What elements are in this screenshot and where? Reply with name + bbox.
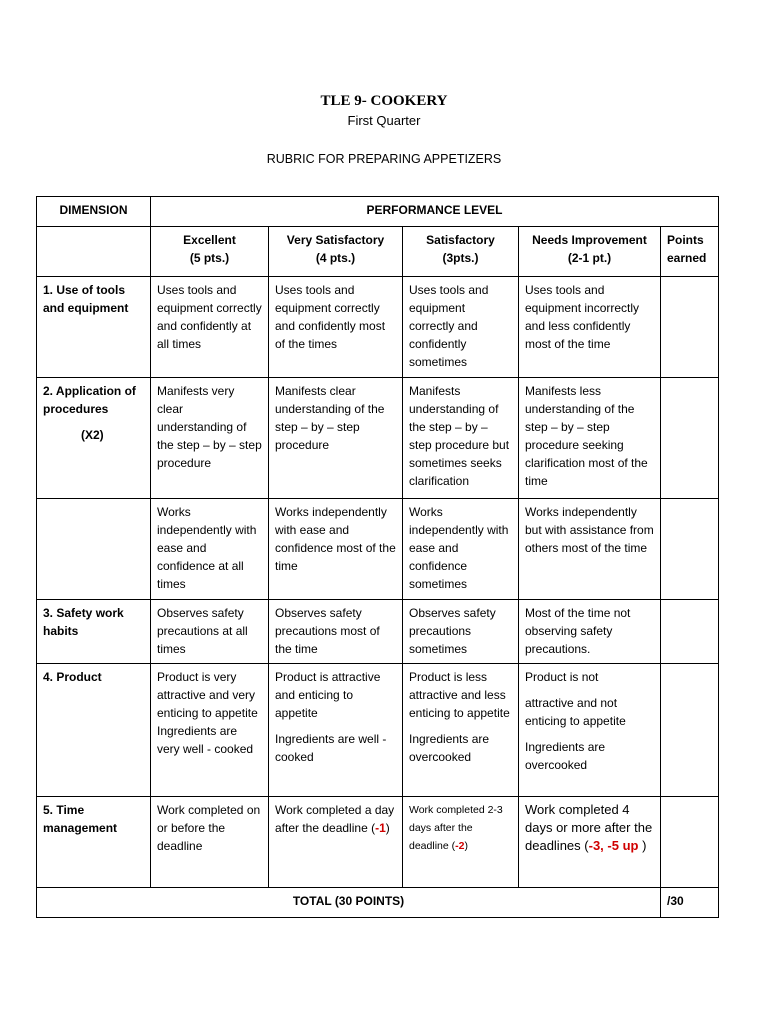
criteria-cell: Work completed on or before the deadline xyxy=(151,797,269,888)
points-cell xyxy=(661,378,719,499)
table-row xyxy=(37,797,719,888)
dimension-cell xyxy=(37,499,151,600)
dimension-cell: 3. Safety work habits xyxy=(37,600,151,664)
criteria-cell: Most of the time not observing safety precautions. xyxy=(519,600,661,664)
criteria-cell: Uses tools and equipment correctly and confidently at all times xyxy=(151,277,269,378)
rubric-table xyxy=(36,196,719,918)
rubric-title: RUBRIC FOR PREPARING APPETIZERS xyxy=(266,152,502,166)
total-label: TOTAL (30 POINTS) xyxy=(37,888,661,918)
criteria-cell: Observes safety precautions most of the time xyxy=(269,600,403,664)
dimension-cell: 5. Time management xyxy=(37,797,151,888)
criteria-cell: Works independently with ease and confidence at all times xyxy=(151,499,269,600)
points-cell xyxy=(661,277,719,378)
penalty-value: -1 xyxy=(375,821,386,835)
header-row xyxy=(37,197,719,227)
points-earned-header: Points earned xyxy=(661,227,719,277)
criteria-cell: Observes safety precautions sometimes xyxy=(403,600,519,664)
level-header: Satisfactory (3pts.) xyxy=(403,227,519,277)
empty-cell xyxy=(37,227,151,277)
dimension-cell: 4. Product xyxy=(37,664,151,797)
multiplier-label: (X2) xyxy=(81,428,104,442)
performance-level-header: PERFORMANCE LEVEL xyxy=(151,197,719,227)
dimension-cell: 1. Use of tools and equipment xyxy=(37,277,151,378)
penalty-value: -3, -5 up xyxy=(588,838,639,853)
dimension-cell: 2. Application of procedures (X2) xyxy=(37,378,151,499)
criteria-cell: Manifests clear understanding of the step – by – step procedure xyxy=(269,378,403,499)
criteria-cell: Uses tools and equipment correctly and confidently most of the times xyxy=(269,277,403,378)
criteria-cell: Work completed 4 days or more after the deadlines (-3, -5 up ) xyxy=(519,797,661,888)
quarter-label: First Quarter xyxy=(347,113,421,128)
criteria-cell: Work completed a day after the deadline (-1) xyxy=(269,797,403,888)
criteria-cell: Works independently with ease and confidence most of the time xyxy=(269,499,403,600)
table-row xyxy=(37,600,719,664)
criteria-cell: Manifests understanding of the step – by – step procedure but sometimes seeks clarification xyxy=(403,378,519,499)
criteria-cell: Product is attractive and enticing to appetite Ingredients are well - cooked xyxy=(269,664,403,797)
criteria-cell: Works independently with ease and confidence sometimes xyxy=(403,499,519,600)
document-title: TLE 9- COOKERY xyxy=(320,93,448,109)
criteria-cell: Manifests less understanding of the step – by – step procedure seeking clarification most of the time xyxy=(519,378,661,499)
criteria-cell: Manifests very clear understanding of the step – by – step procedure xyxy=(151,378,269,499)
criteria-cell: Uses tools and equipment incorrectly and less confidently most of the time xyxy=(519,277,661,378)
criteria-cell: Work completed 2-3 days after the deadline (-2) xyxy=(403,797,519,888)
total-row xyxy=(37,888,719,918)
level-header: Needs Improvement (2-1 pt.) xyxy=(519,227,661,277)
criteria-cell: Product is less attractive and less enticing to appetite Ingredients are overcooked xyxy=(403,664,519,797)
level-header-row xyxy=(37,227,719,277)
table-row xyxy=(37,378,719,499)
criteria-cell: Product is very attractive and very enticing to appetite Ingredients are very well - cooked xyxy=(151,664,269,797)
points-cell xyxy=(661,797,719,888)
criteria-cell: Observes safety precautions at all times xyxy=(151,600,269,664)
criteria-cell: Uses tools and equipment correctly and confidently sometimes xyxy=(403,277,519,378)
dimension-header: DIMENSION xyxy=(37,197,151,227)
criteria-cell: Product is not attractive and not enticing to appetite Ingredients are overcooked xyxy=(519,664,661,797)
criteria-cell: Works independently but with assistance from others most of the time xyxy=(519,499,661,600)
table-row xyxy=(37,277,719,378)
penalty-value: -2 xyxy=(455,840,465,852)
points-cell xyxy=(661,499,719,600)
table-row xyxy=(37,499,719,600)
level-header: Very Satisfactory (4 pts.) xyxy=(269,227,403,277)
points-cell xyxy=(661,600,719,664)
points-cell xyxy=(661,664,719,797)
total-value: /30 xyxy=(661,888,719,918)
level-header: Excellent (5 pts.) xyxy=(151,227,269,277)
table-row xyxy=(37,664,719,797)
